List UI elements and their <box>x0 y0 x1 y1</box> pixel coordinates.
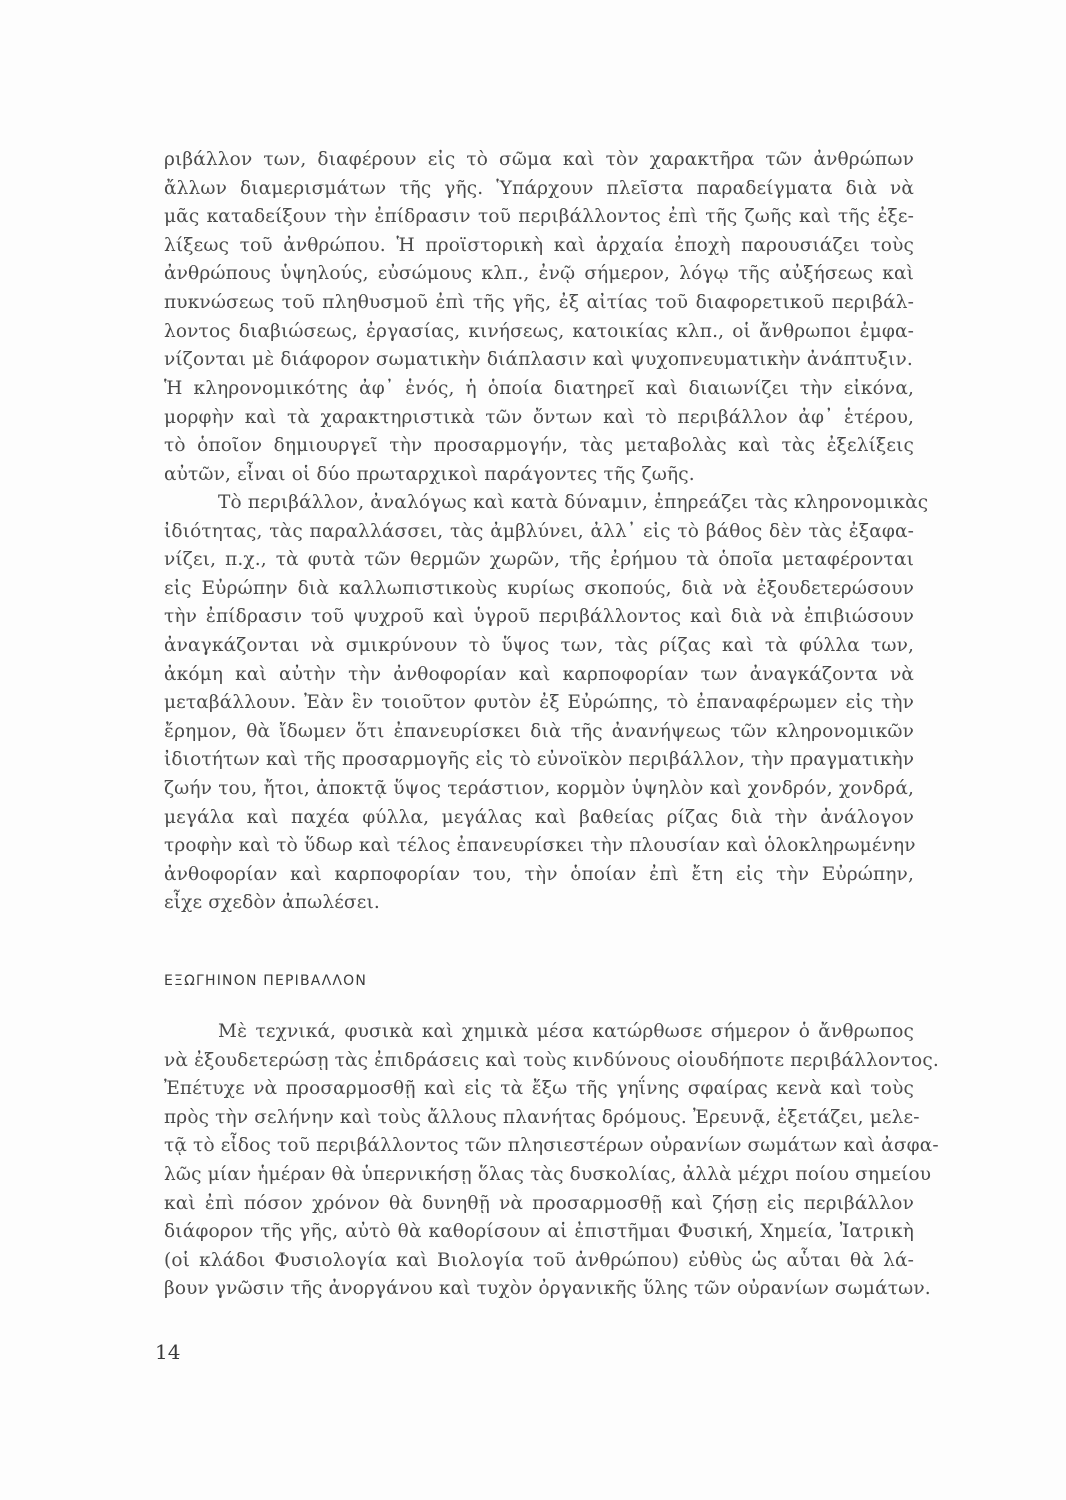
text-line: νίζονται μὲ διάφορον σωματικὴν διάπλασιν καὶ ψυχοπνευματικὴν ἀνάπτυξιν. <box>164 349 913 371</box>
text-line: ἀνθοφορίαν καὶ καρποφορίαν του, τὴν ὁποίαν ἐπὶ ἔτη εἰς τὴν Εὐρώπην, <box>164 863 914 885</box>
text-line: μεταβάλλουν. Ἐὰν ἓν τοιοῦτον φυτὸν ἐξ Εὐρώπης, τὸ ἐπαναφέρωμεν εἰς τὴν <box>164 692 914 714</box>
text-line: Ἡ κληρονομικότης ἀφ᾿ ἑνός, ἡ ὁποία διατηρεῖ καὶ διαιωνίζει τὴν εἰκόνα, <box>164 378 914 399</box>
text-line: μεγάλα καὶ παχέα φύλλα, μεγάλας καὶ βαθείας ρίζας διὰ τὴν ἀνάλογον <box>164 806 914 828</box>
text-line: αὐτῶν, εἶναι οἱ δύο πρωταρχικοὶ παράγοντες τῆς ζωῆς. <box>164 463 695 485</box>
text-line: πυκνώσεως τοῦ πληθυσμοῦ ἐπὶ τῆς γῆς, ἐξ αἰτίας τοῦ διαφορετικοῦ περιβάλ- <box>164 291 914 313</box>
text-line: τᾷ τὸ εἶδος τοῦ περιβάλλοντος τῶν πλησιεστέρων οὐρανίων σωμάτων καὶ ἀσφα- <box>164 1135 939 1157</box>
text-line: νὰ ἐξουδετερώσῃ τὰς ἐπιδράσεις καὶ τοὺς κινδύνους οἱουδήποτε περιβάλλοντος. <box>164 1049 939 1071</box>
paragraph-1 <box>164 146 914 375</box>
text-line: λοντος διαβιώσεως, ἐργασίας, κινήσεως, κατοικίας κλπ., οἱ ἄνθρωποι ἐμφα- <box>164 320 914 342</box>
text-line: τὸ ὁποῖον δημιουργεῖ τὴν προσαρμογήν, τὰς μεταβολὰς καὶ τὰς ἐξελίξεις <box>164 435 914 457</box>
text-line: Μὲ τεχνικά, φυσικὰ καὶ χημικὰ μέσα κατώρθωσε σήμερον ὁ ἄνθρωπος <box>218 1021 914 1042</box>
text-line: νίζει, π.χ., τὰ φυτὰ τῶν θερμῶν χωρῶν, τῆς ἐρήμου τὰ ὁποῖα μεταφέρονται <box>164 549 914 571</box>
text-line: εἰς Εὐρώπην διὰ καλλωπιστικοὺς κυρίως σκοπούς, διὰ νὰ ἐξουδετερώσουν <box>164 577 914 599</box>
text-line: καὶ ἐπὶ πόσον χρόνον θὰ δυνηθῇ νὰ προσαρμοσθῇ καὶ ζήσῃ εἰς περιβάλλον <box>164 1192 914 1214</box>
text-line: ριβάλλον των, διαφέρουν εἰς τὸ σῶμα καὶ τὸν χαρακτῆρα τῶν ἀνθρώπων <box>164 149 914 170</box>
text-line: ἰδιοτήτων καὶ τῆς προσαρμογῆς εἰς τὸ εὐνοϊκὸν περιβάλλον, τὴν πραγματικὴν <box>164 749 915 771</box>
text-line: βουν γνῶσιν τῆς ἀνοργάνου καὶ τυχὸν ὀργανικῆς ὕλης τῶν οὐρανίων σωμάτων. <box>164 1278 931 1300</box>
text-line: διάφορον τῆς γῆς, αὐτὸ θὰ καθορίσουν αἱ ἐπιστῆμαι Φυσική, Χημεία, Ἰατρικὴ <box>164 1221 914 1243</box>
paragraph-3 <box>164 489 929 918</box>
section-heading: ΕΞΩΓΗΙΝΟΝ ΠΕΡΙΒΑΛΛΟΝ <box>164 973 368 989</box>
text-line: Τὸ περιβάλλον, ἀναλόγως καὶ κατὰ δύναμιν, ἐπηρεάζει τὰς κληρονομικὰς <box>218 492 929 513</box>
text-line: τὴν ἐπίδρασιν τοῦ ψυχροῦ καὶ ὑγροῦ περιβάλλοντος καὶ διὰ νὰ ἐπιβιώσουν <box>164 606 914 628</box>
text-line: ἄλλων διαμερισμάτων τῆς γῆς. Ὑπάρχουν πλεῖστα παραδείγματα διὰ νὰ <box>164 177 914 199</box>
text-line: πρὸς τὴν σελήνην καὶ τοὺς ἄλλους πλανήτας δρόμους. Ἐρευνᾷ, ἐξετάζει, μελε- <box>164 1106 920 1128</box>
text-line: τροφὴν καὶ τὸ ὕδωρ καὶ τέλος ἐπανευρίσκει τὴν πλουσίαν καὶ ὁλοκληρωμένην <box>164 835 916 857</box>
text-line: ἔρημον, θὰ ἴδωμεν ὅτι ἐπανευρίσκει διὰ τῆς ἀνανήψεως τῶν κληρονομικῶν <box>164 720 914 742</box>
text-line: ἀκόμη καὶ αὐτὴν τὴν ἀνθοφορίαν καὶ καρποφορίαν των ἀναγκάζοντα νὰ <box>164 663 914 685</box>
paragraph-4 <box>164 1018 939 1304</box>
text-line: Ἐπέτυχε νὰ προσαρμοσθῇ καὶ εἰς τὰ ἔξω τῆς γηΐνης σφαίρας κενὰ καὶ τοὺς <box>164 1078 914 1100</box>
text-line: εἶχε σχεδὸν ἀπωλέσει. <box>164 892 380 914</box>
text-line: ζωήν του, ἤτοι, ἀποκτᾷ ὕψος τεράστιον, κορμὸν ὑψηλὸν καὶ χονδρόν, χονδρά, <box>164 777 914 799</box>
page-number: 14 <box>155 1340 181 1364</box>
text-line: μᾶς καταδείξουν τὴν ἐπίδρασιν τοῦ περιβάλλοντος ἐπὶ τῆς ζωῆς καὶ τῆς ἐξε- <box>164 206 914 228</box>
text-line: ἰδιότητας, τὰς παραλλάσσει, τὰς ἀμβλύνει, ἀλλ᾿ εἰς τὸ βάθος δὲν τὰς ἐξαφα- <box>164 520 914 542</box>
text-line: (οἱ κλάδοι Φυσιολογία καὶ Βιολογία τοῦ ἀνθρώπου) εὐθὺς ὡς αὗται θὰ λά- <box>164 1249 914 1271</box>
paragraph-2 <box>164 375 914 489</box>
text-line: ἀνθρώπους ὑψηλούς, εὐσώμους κλπ., ἐνῷ σήμερον, λόγῳ τῆς αὐξήσεως καὶ <box>164 263 914 285</box>
text-line: λῶς μίαν ἡμέραν θὰ ὑπερνικήσῃ ὅλας τὰς δυσκολίας, ἀλλὰ μέχρι ποίου σημείου <box>164 1163 932 1185</box>
text-line: ἀναγκάζονται νὰ σμικρύνουν τὸ ὕψος των, τὰς ρίζας καὶ τὰ φύλλα των, <box>164 634 914 656</box>
text-line: μορφὴν καὶ τὰ χαρακτηριστικὰ τῶν ὄντων καὶ τὸ περιβάλλον ἀφ᾿ ἑτέρου, <box>164 406 914 428</box>
text-line: λίξεως τοῦ ἀνθρώπου. Ἡ προϊστορικὴ καὶ ἀρχαία ἐποχὴ παρουσιάζει τοὺς <box>164 234 914 256</box>
